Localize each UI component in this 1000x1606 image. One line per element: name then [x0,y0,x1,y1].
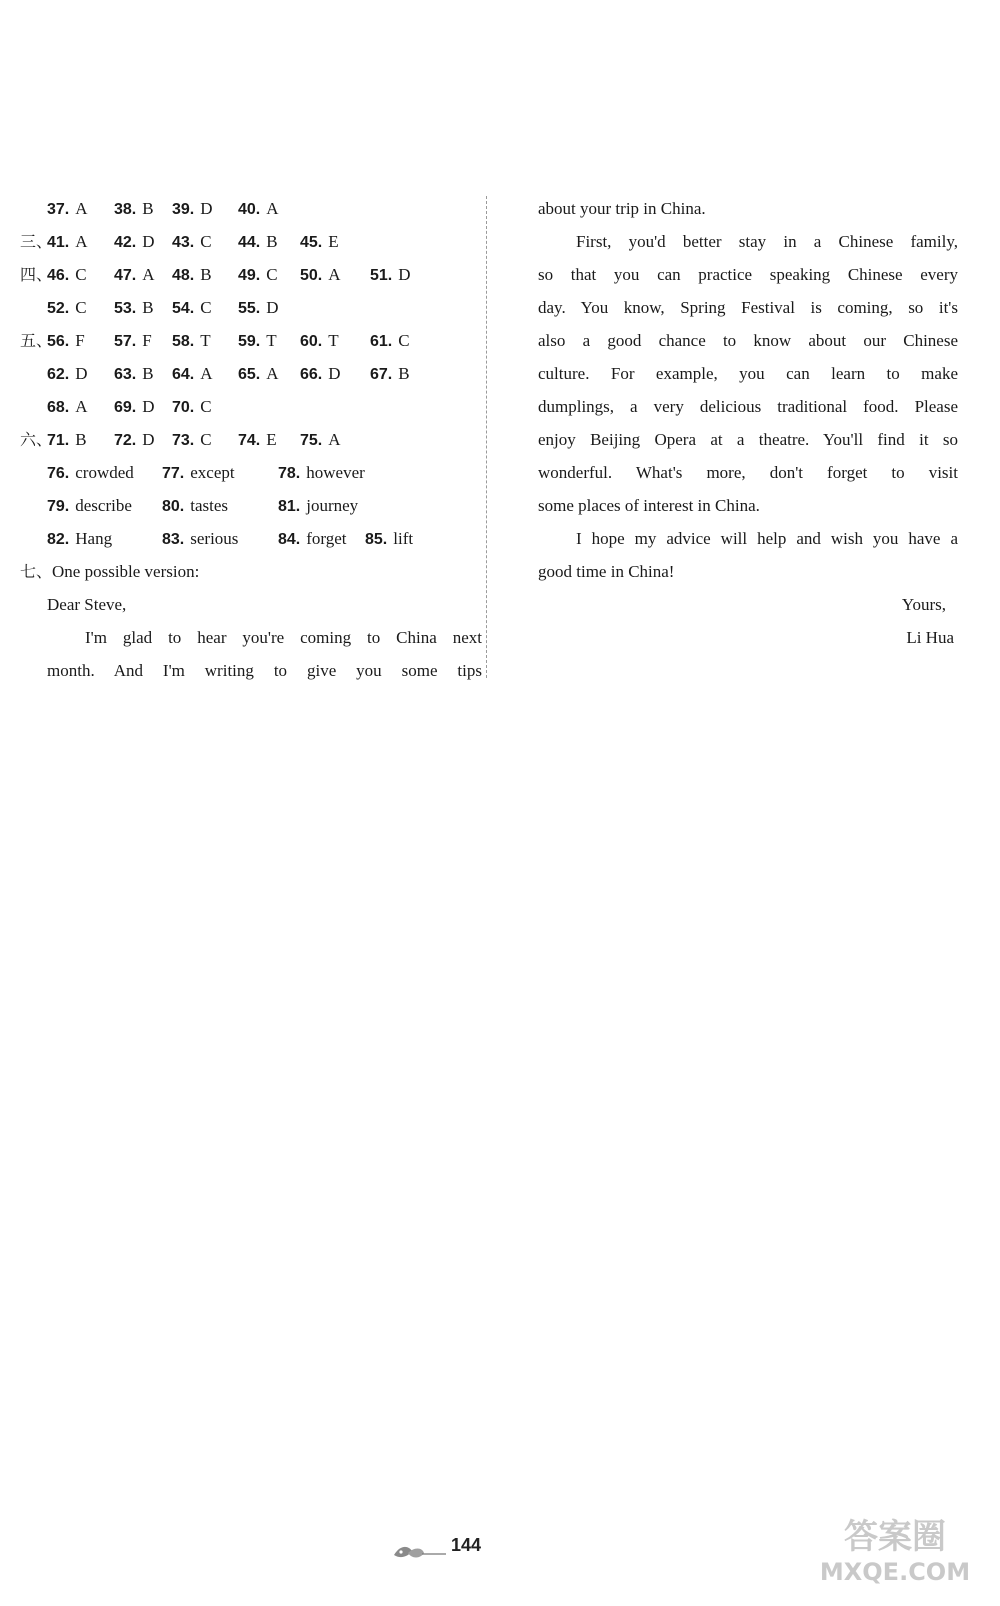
answer-item [300,423,341,457]
letter-signature: Li Hua [906,628,954,647]
letter-line: dumplings, a very delicious traditional food. Please [538,397,958,416]
question-number: 69. [114,399,137,416]
answer-value: B [142,364,154,383]
question-number: 83. [162,531,185,548]
answer-item [114,324,152,358]
answer-value: lift [393,529,414,548]
answer-item [172,225,212,259]
question-number: 45. [300,234,323,251]
answer-item [47,225,88,259]
question-number: 73. [172,432,195,449]
question-number: 41. [47,234,70,251]
letter-salutation: Dear Steve, [47,595,127,614]
answer-item [162,489,228,523]
answer-value: D [398,265,411,284]
answer-item [114,291,154,325]
answer-item [238,324,277,358]
answer-value: C [200,430,212,449]
answer-value: C [200,298,212,317]
question-number: 46. [47,267,70,284]
letter-closing: Yours, [901,595,946,614]
answer-row [20,456,482,489]
answer-item [162,522,238,556]
question-number: 72. [114,432,137,449]
answer-value: except [190,463,235,482]
answer-row [20,489,482,522]
question-number: 74. [238,432,261,449]
question-number: 38. [114,201,137,218]
letter-line: so that you can practice speaking Chinese every [538,265,958,284]
answer-item [114,390,155,424]
answer-row [20,423,482,456]
answer-item [47,258,87,292]
answer-value: however [306,463,365,482]
question-number: 49. [238,267,261,284]
answer-rows [20,192,482,555]
answer-item [172,423,212,457]
question-number: 56. [47,333,70,350]
answer-row [20,357,482,390]
answer-item [238,357,279,391]
answer-value: D [142,232,155,251]
answer-item [370,324,410,358]
answer-value: E [266,430,277,449]
answer-value: C [398,331,410,350]
question-number: 40. [238,201,261,218]
answer-value: D [142,430,155,449]
letter-line: good time in China! [538,562,675,581]
question-number: 70. [172,399,195,416]
answer-item [300,324,339,358]
question-number: 44. [238,234,261,251]
answer-item [47,192,88,226]
question-number: 43. [172,234,195,251]
answer-item [238,291,279,325]
answer-item [114,225,155,259]
question-number: 81. [278,498,301,515]
answer-value: C [200,397,212,416]
answer-value: A [75,397,88,416]
answer-item [238,258,278,292]
answer-item [278,489,358,523]
question-number: 60. [300,333,323,350]
answer-row [20,225,482,258]
question-number: 67. [370,366,393,383]
section-prefix: 五、 [20,331,53,350]
question-number: 68. [47,399,70,416]
answer-value: B [142,199,154,218]
answer-value: C [266,265,278,284]
section7-title: One possible version: [52,562,200,581]
answer-value: C [200,232,212,251]
letter-line: First, you'd better stay in a Chinese family, [576,232,958,251]
question-number: 80. [162,498,185,515]
question-number: 39. [172,201,195,218]
answer-item [114,258,155,292]
question-number: 48. [172,267,195,284]
answer-row [20,390,482,423]
letter-line: about your trip in China. [538,199,706,218]
question-number: 58. [172,333,195,350]
letter-line: some places of interest in China. [538,496,760,515]
answer-value: forget [306,529,347,548]
answer-value: A [328,430,341,449]
answer-value: A [266,199,279,218]
answer-value: describe [75,496,132,515]
section-prefix: 七、 [20,562,53,581]
section-prefix: 六、 [20,430,53,449]
letter-line: also a good chance to know about our Chinese [538,331,958,350]
section7-heading [20,555,482,588]
answer-item [162,456,235,490]
question-number: 82. [47,531,70,548]
answer-item [47,390,88,424]
answer-item [47,522,112,556]
answer-row [20,522,482,555]
letter-line: day. You know, Spring Festival is coming, so it's [538,298,958,317]
letter-line: culture. For example, you can learn to make [538,364,958,383]
leaf-ornament-icon [392,1541,448,1563]
answer-row [20,291,482,324]
question-number: 65. [238,366,261,383]
answer-value: B [75,430,87,449]
question-number: 71. [47,432,70,449]
answer-item [300,258,341,292]
answer-value: B [398,364,410,383]
answer-value: A [142,265,155,284]
question-number: 55. [238,300,261,317]
answer-value: A [75,199,88,218]
answer-item [172,258,212,292]
letter-line: I hope my advice will help and wish you have a [576,529,958,548]
answer-item [47,423,87,457]
letter-continuation-column [538,192,958,654]
answer-value: D [328,364,341,383]
answer-key-column [20,192,482,687]
answer-row [20,258,482,291]
answer-value: A [266,364,279,383]
answer-value: B [200,265,212,284]
answer-value: serious [190,529,239,548]
answer-value: crowded [75,463,134,482]
answer-item [172,357,213,391]
answer-value: tastes [190,496,229,515]
question-number: 47. [114,267,137,284]
answer-value: A [328,265,341,284]
question-number: 64. [172,366,195,383]
question-number: 54. [172,300,195,317]
letter-line: enjoy Beijing Opera at a theatre. You'll find it so [538,430,958,449]
answer-item [238,423,277,457]
answer-item [47,291,87,325]
answer-item [300,225,339,259]
question-number: 50. [300,267,323,284]
answer-value: F [75,331,85,350]
answer-item [47,489,132,523]
letter-line: month. And I'm writing to give you some tips [47,661,482,680]
answer-row [20,192,482,225]
answer-value: C [75,298,87,317]
answer-item [47,324,85,358]
watermark-top-text: 答案圈 [844,1517,946,1557]
answer-item [114,423,155,457]
question-number: 53. [114,300,137,317]
question-number: 52. [47,300,70,317]
answer-value: T [328,331,339,350]
answer-item [172,291,212,325]
answer-item [278,522,347,556]
question-number: 62. [47,366,70,383]
answer-item [238,192,279,226]
question-number: 78. [278,465,301,482]
answer-value: D [266,298,279,317]
letter-line: I'm glad to hear you're coming to China next [85,628,482,647]
answer-value: A [200,364,213,383]
answer-item [172,390,212,424]
answer-item [172,324,211,358]
question-number: 59. [238,333,261,350]
question-number: 63. [114,366,137,383]
answer-item [365,522,413,556]
letter-line: wonderful. What's more, don't forget to visit [538,463,958,482]
answer-value: D [142,397,155,416]
answer-item [114,192,154,226]
answer-value: journey [306,496,359,515]
answer-item [114,357,154,391]
answer-value: B [142,298,154,317]
question-number: 79. [47,498,70,515]
question-number: 37. [47,201,70,218]
answer-value: D [75,364,88,383]
answer-item [300,357,341,391]
answer-value: Hang [75,529,113,548]
answer-value: F [142,331,152,350]
answer-value: T [266,331,277,350]
section-prefix: 四、 [20,265,53,284]
answer-value: D [200,199,213,218]
question-number: 85. [365,531,388,548]
answer-item [370,357,410,391]
question-number: 57. [114,333,137,350]
section-prefix: 三、 [20,232,53,251]
question-number: 76. [47,465,70,482]
watermark-logo [810,1510,980,1588]
question-number: 66. [300,366,323,383]
answer-value: C [75,265,87,284]
answer-item [47,456,134,490]
answer-value: T [200,331,211,350]
question-number: 42. [114,234,137,251]
answer-value: B [266,232,278,251]
answer-item [278,456,365,490]
question-number: 61. [370,333,393,350]
answer-item [238,225,278,259]
answer-item [370,258,411,292]
question-number: 77. [162,465,185,482]
question-number: 51. [370,267,393,284]
answer-row [20,324,482,357]
answer-value: A [75,232,88,251]
question-number: 75. [300,432,323,449]
answer-item [47,357,88,391]
answer-value: E [328,232,339,251]
answer-item [172,192,213,226]
watermark-bottom-text: MXQE.COM [819,1558,971,1586]
question-number: 84. [278,531,301,548]
column-divider [486,196,487,678]
page-number: 144 [451,1535,482,1555]
